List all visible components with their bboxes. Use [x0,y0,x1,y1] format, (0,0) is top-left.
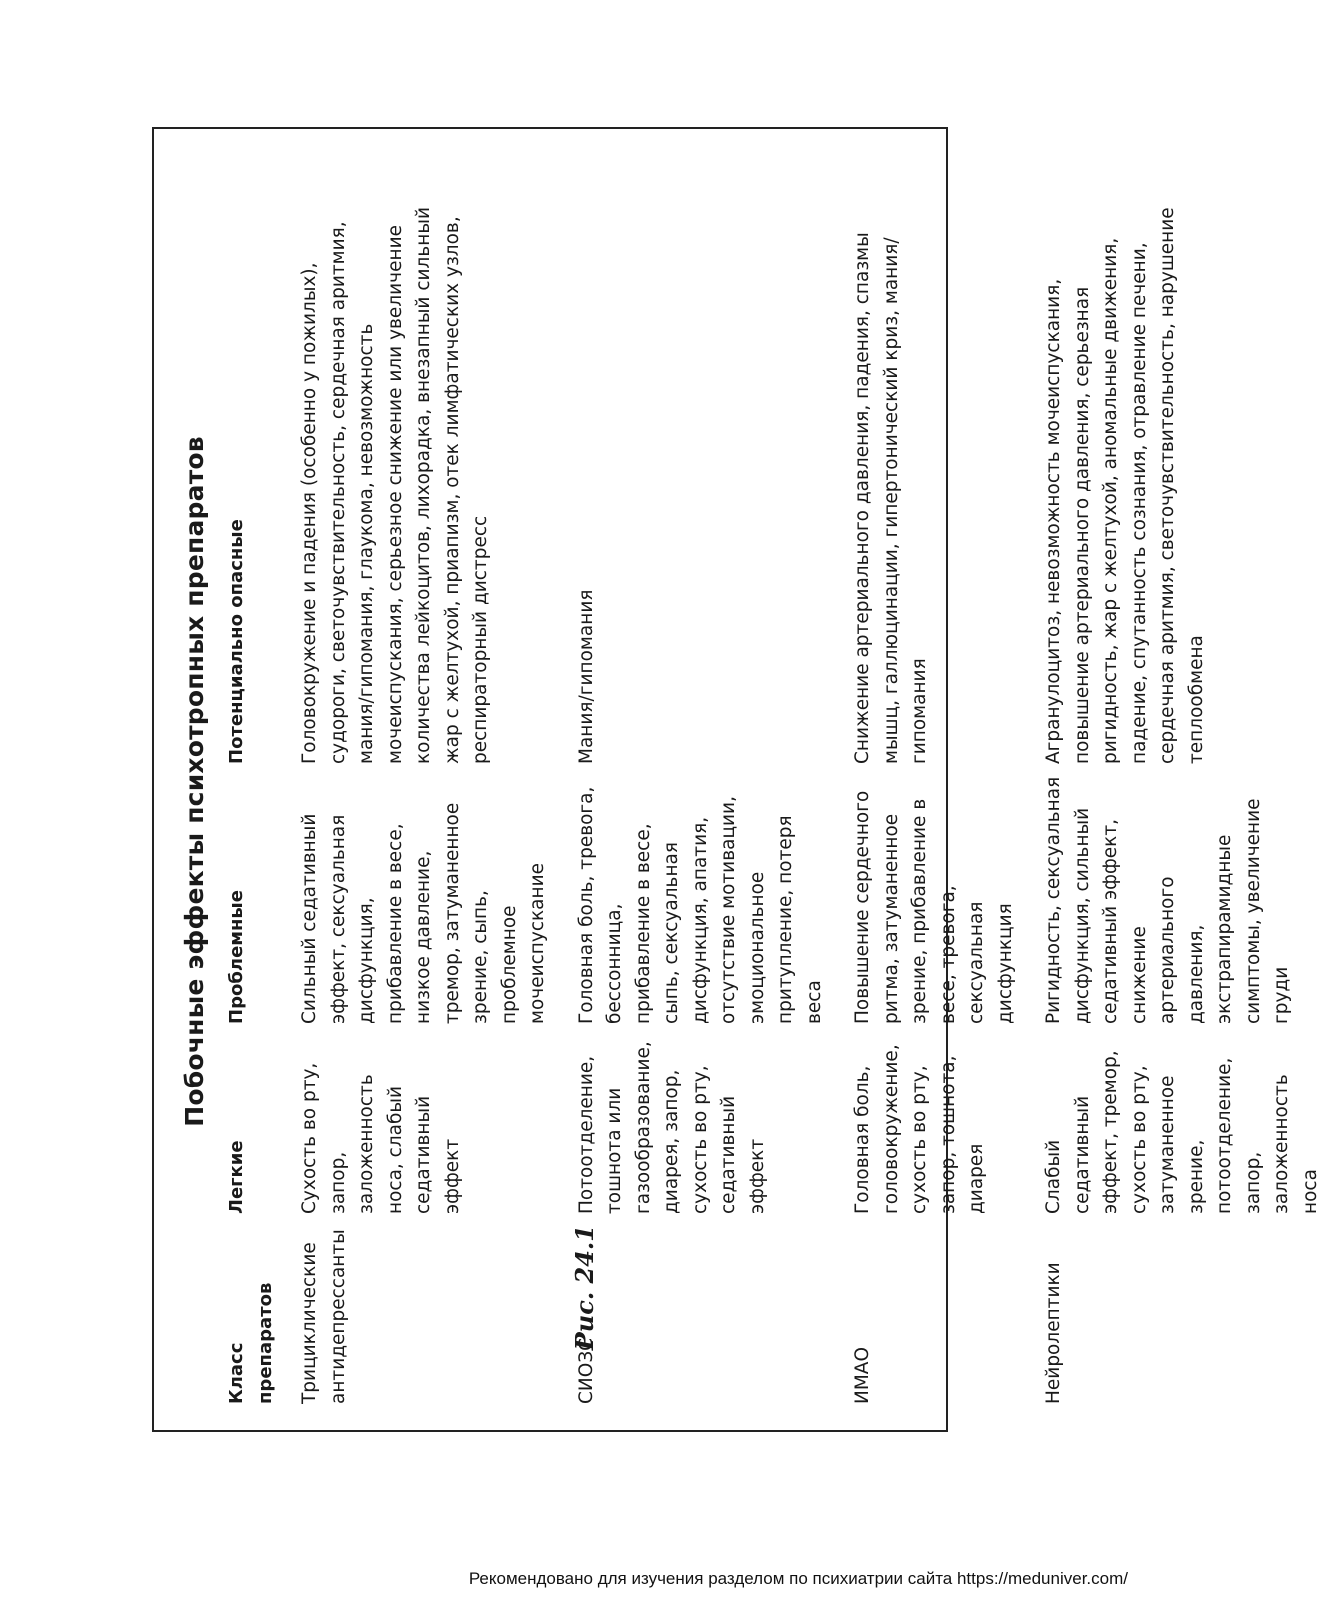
mild-cell: Сухость во рту, запор, заложенность носа, слабый седативный эффект [299,1062,463,1214]
table-row [286,160,563,1410]
header-mild: Легкие [226,1140,247,1214]
figure-frame [152,127,1321,1432]
table-header-row [220,160,286,1410]
dangerous-cell: Снижение артериального давления, падения, спазмы мышц, галлюцинации, гипертонический криз, мания/гипомания [852,232,930,764]
mild-cell: Слабый седативный эффект, тремор, сухость во рту, затуманенное зрение, потоотделение, запор, заложенность носа [1043,1050,1321,1214]
header-class: Класс препаратов [226,1282,276,1404]
table-row [563,160,840,1410]
dangerous-cell: Мания/гипомания [575,589,597,764]
drug-class-cell: СИОЗС [575,1337,597,1404]
rotated-table-page [154,129,1321,1434]
problematic-cell: Головная боль, тревога, бессонница, прибавление в весе, сыпь, сексуальная дисфункция, апатия, отсутствие мотивации, эмоциональное притупление, потеря веса [575,786,825,1024]
drug-class-cell: ИМАО [852,1346,873,1404]
drug-class-cell: Трициклические антидепрессанты [299,1229,349,1404]
side-effects-table [220,160,1335,1410]
dangerous-cell: Агранулоцитоз, невозможность мочеиспускания, повышение артериального давления, серьезная ригидность, жар с желтухой, аномальные движения, падение, спутанность сознания, отравление печени, сердечная аритмия, светочувствительность, нарушение теплообмена [1043,207,1207,764]
table-row [1030,160,1335,1410]
footer-note: Рекомендовано для изучения разделом по психиатрии сайта https://meduniver.com/ [468,1569,1128,1588]
figure-caption-text: Рис. 24.1 [570,1225,599,1351]
problematic-cell: Ригидность, сексуальная дисфункция, сильный седативный эффект, снижение артериального давления, экстрапирамидные симптомы, увеличение груди [1043,776,1292,1024]
mild-cell: Головная боль, головокружение, сухость во рту, запор, тошнота, диарея [852,1044,987,1214]
problematic-cell: Повышение сердечного ритма, затуманенное зрение, прибавление в весе, тревога, сексуальная дисфункция [852,790,1016,1024]
mild-cell: Потоотделение, тошнота или газообразование, диарея, запор, сухость во рту, седативный эффект [575,1041,768,1214]
table-row [839,160,1030,1410]
table-title: Побочные эффекты психотропных препаратов [180,436,209,1127]
figure-caption [570,1225,630,1351]
header-dangerous: Потенциально опасные [226,519,247,764]
dangerous-cell: Головокружение и падения (особенно у пожилых), судороги, светочувствительность, сердечная аритмия, мания/гипомания, глаукома, невозможность мочеиспускания, серьезное снижение или увеличение количества лейкоцитов, лихорадка, внезапный сильный жар с желтухой, приапизм, отек лимфатических узлов, респираторный дистресс [299,207,491,764]
problematic-cell: Сильный седативный эффект, сексуальная дисфункция, прибавление в весе, низкое давление, тремор, затуманенное зрение, сыпь, проблемное мочеиспускание [299,802,548,1024]
header-problematic: Проблемные [226,890,247,1024]
drug-class-cell: Нейролептики [1043,1262,1064,1404]
